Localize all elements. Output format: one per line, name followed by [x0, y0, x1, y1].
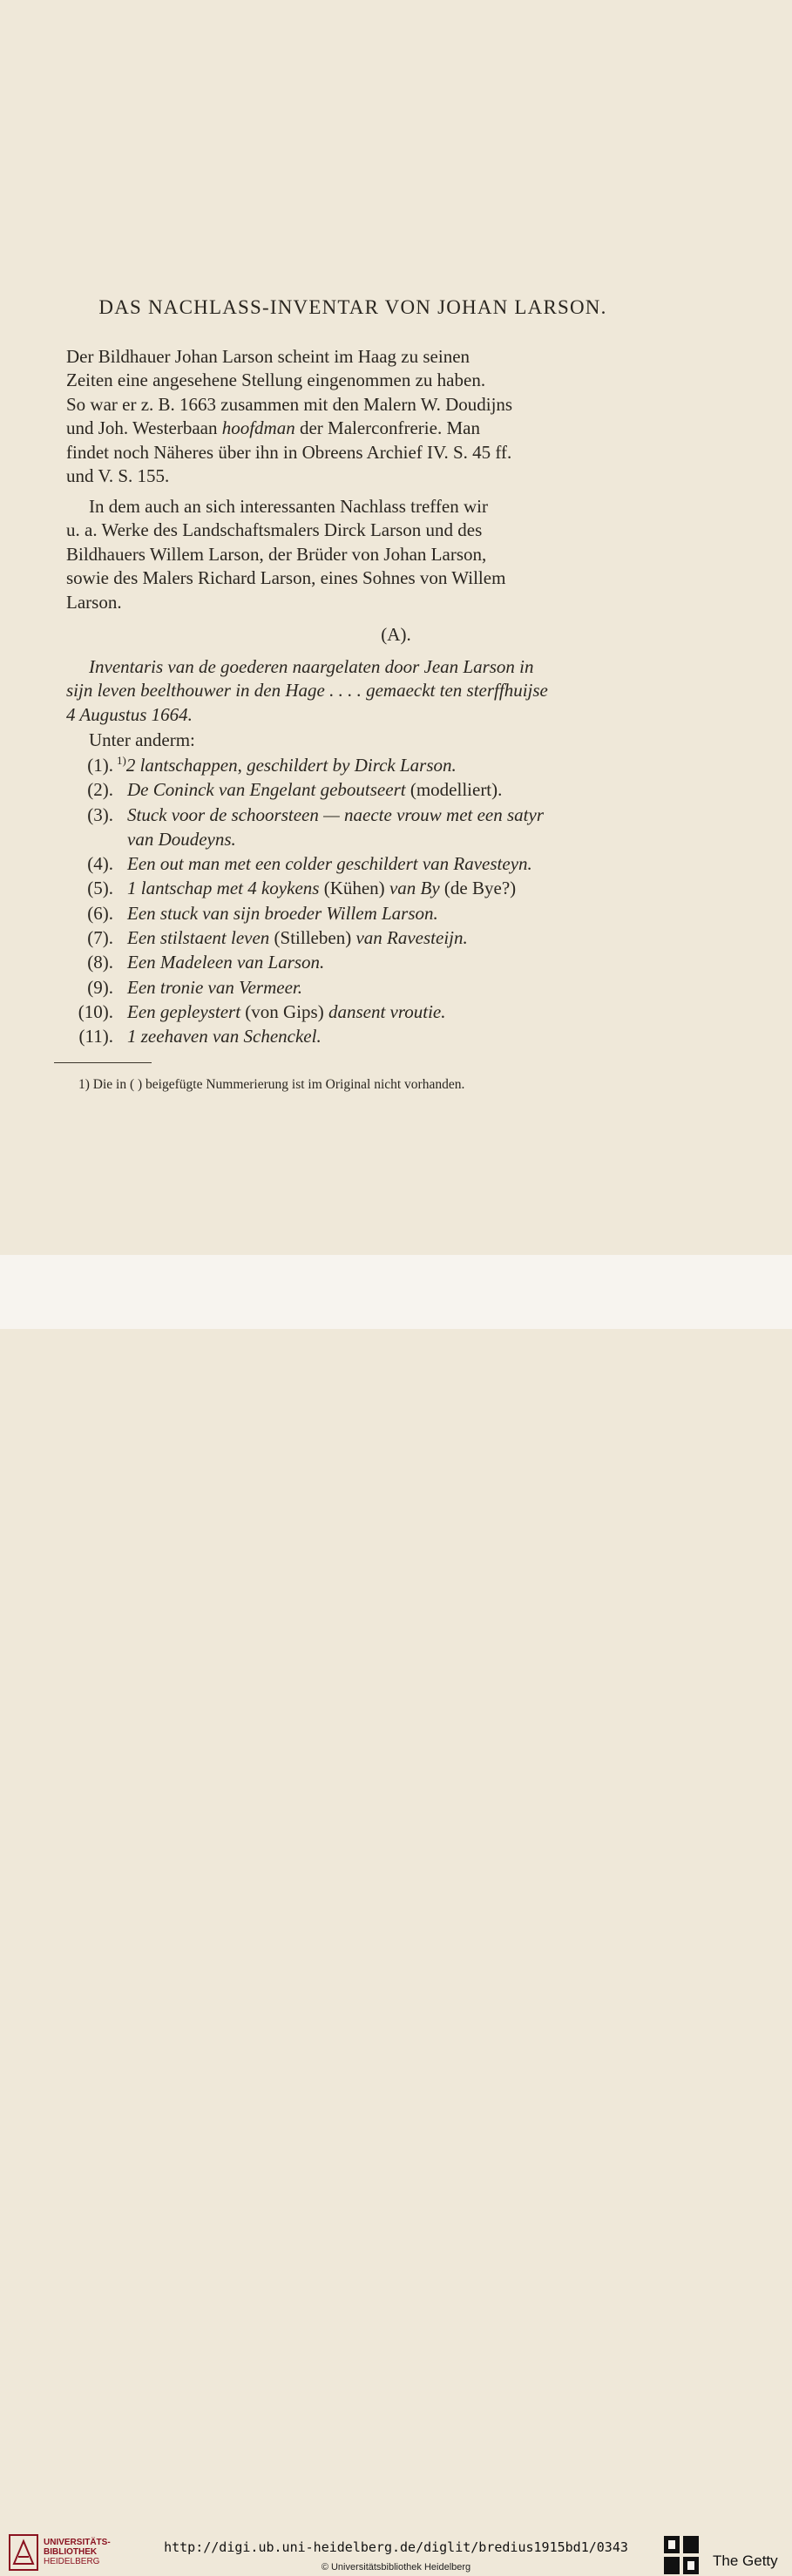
text-line: So war er z. B. 1663 zusammen mit den Malern W. Doudijns [66, 393, 513, 415]
text-line: In dem auch an sich interessanten Nachlass treffen wir [89, 496, 488, 517]
plain-text: (von Gips) [240, 1000, 328, 1022]
entry-number: (9). [87, 976, 113, 998]
italic-text: van Ravesteijn. [355, 927, 468, 949]
entry-number: (8). [87, 952, 113, 973]
inventory-entry [54, 878, 646, 902]
library-line: BIBLIOTHEK [44, 2547, 98, 2557]
text-segment: der Malerconfrerie. Man [294, 417, 480, 439]
entry-text [115, 903, 438, 925]
entry-number: (6). [87, 902, 113, 924]
inventory-entry [54, 952, 646, 976]
text-line: Bildhauers Willem Larson, der Brüder von Johan Larson, [66, 543, 487, 565]
entry-text [115, 853, 532, 875]
entry-number: (7). [87, 927, 113, 949]
inventory-entry [54, 829, 646, 853]
italic-term: hoofdman [221, 417, 295, 439]
plain-text: , [237, 755, 247, 776]
entry-text [115, 804, 544, 826]
entry-number: (3). [87, 803, 113, 825]
entry-text [115, 755, 457, 776]
plain-text: (modelliert). [405, 779, 503, 801]
plain-text: (Stilleben) [269, 927, 356, 949]
entry-text [115, 829, 236, 851]
paragraph-nachlass [66, 495, 624, 614]
inventory-entry [54, 804, 646, 829]
italic-text: Een Madeleen van Larson. [127, 952, 325, 973]
getty-label: The Getty [713, 2552, 778, 2569]
entry-number: (10). [78, 1000, 113, 1022]
text-line: Inventaris van de goederen naargelaten door Jean Larson in [89, 656, 534, 677]
text-segment: und Joh. Westerbaan [66, 417, 222, 439]
unter-anderm: Unter anderm: [89, 729, 195, 750]
italic-text: 1 lantschap met 4 koykens [127, 878, 320, 899]
entry-number: (11). [78, 1026, 113, 1047]
entry-text [115, 977, 302, 999]
inventory-entry [54, 1001, 646, 1026]
entry-number: (4). [87, 853, 113, 875]
text-line: 4 Augustus 1664. [66, 703, 193, 725]
italic-text: Een stuck van sijn broeder Willem Larson. [127, 902, 438, 924]
entry-text [115, 1026, 322, 1047]
getty-logo-icon [664, 2536, 701, 2576]
library-line: HEIDELBERG [44, 2557, 100, 2566]
page-title: DAS NACHLASS-INVENTAR VON JOHAN LARSON. [98, 296, 607, 318]
inventory-entry [54, 977, 646, 1001]
italic-text: Een stilstaent leven [127, 927, 270, 949]
inventory-entry [54, 927, 646, 952]
text-line: Der Bildhauer Johan Larson scheint im Haag zu seinen [66, 346, 470, 367]
text-line: Zeiten eine angesehene Stellung eingenommen zu haben. [66, 369, 486, 391]
plain-text: (Kühen) [319, 878, 389, 899]
entry-text [115, 927, 468, 949]
italic-text: van Doudeyns. [127, 828, 236, 850]
entry-text [115, 779, 502, 801]
inventaris-heading [66, 655, 624, 727]
entry-number: (5). [87, 878, 113, 899]
inventory-entry [54, 1026, 646, 1050]
plain-text: (de Bye?) [439, 878, 517, 899]
italic-text: De Coninck van Engelant geboutseert [127, 779, 406, 801]
entry-text [115, 878, 516, 899]
footnote: 1) Die in ( ) beigefügte Nummerierung ist im Original nicht vorhanden. [78, 1077, 465, 1092]
italic-text: Een tronie van Vermeer. [127, 976, 302, 998]
italic-text: Een out man met een colder geschildert van Ravesteyn. [127, 853, 532, 875]
italic-text: van By [389, 878, 440, 899]
scanned-page [0, 0, 792, 1255]
text-line: u. a. Werke des Landschaftsmalers Dirck Larson und des [66, 519, 483, 541]
text-line: sijn leven beelthouwer in den Hage . . . . gemaeckt ten sterffhuijse [66, 680, 548, 702]
italic-text: 2 lantschappen [125, 755, 238, 776]
entry-number: (1). [87, 755, 113, 776]
inventory-entry [54, 853, 646, 878]
entry-text [115, 952, 324, 973]
paragraph-intro [66, 345, 624, 488]
italic-text: Stuck voor de schoorsteen — naecte vrouw met een satyr [127, 803, 545, 825]
entry-text [115, 1001, 445, 1023]
section-label: (A). [381, 624, 411, 645]
text-line: Larson. [66, 591, 122, 613]
text-line [66, 417, 624, 440]
entry-number: (2). [87, 779, 113, 801]
inventory-entry [54, 755, 646, 779]
inventory-entry [54, 903, 646, 927]
text-line: und V. S. 155. [66, 465, 170, 487]
library-line: UNIVERSITÄTS- [44, 2538, 111, 2547]
permalink[interactable]: http://digi.ub.uni-heidelberg.de/diglit/bredius1915bd1/0343 [164, 2539, 628, 2555]
inventory-list [54, 755, 646, 1051]
italic-text: dansent vroutie. [328, 1000, 446, 1022]
italic-text: geschildert by Dirck Larson. [247, 755, 457, 776]
footnote-marker: 1) [117, 754, 126, 767]
text-line: sowie des Malers Richard Larson, eines Sohnes von Willem [66, 567, 506, 589]
footnote-rule [54, 1062, 152, 1063]
inventory-entry [54, 779, 646, 803]
italic-text: 1 zeehaven van Schenckel. [127, 1026, 322, 1047]
viewer-footer [0, 1255, 792, 2573]
text-line: findet noch Näheres über ihn in Obreens Archief IV. S. 45 ff. [66, 441, 512, 463]
copyright: © Universitätsbibliothek Heidelberg [321, 2562, 471, 2573]
italic-text: Een gepleystert [127, 1000, 241, 1022]
